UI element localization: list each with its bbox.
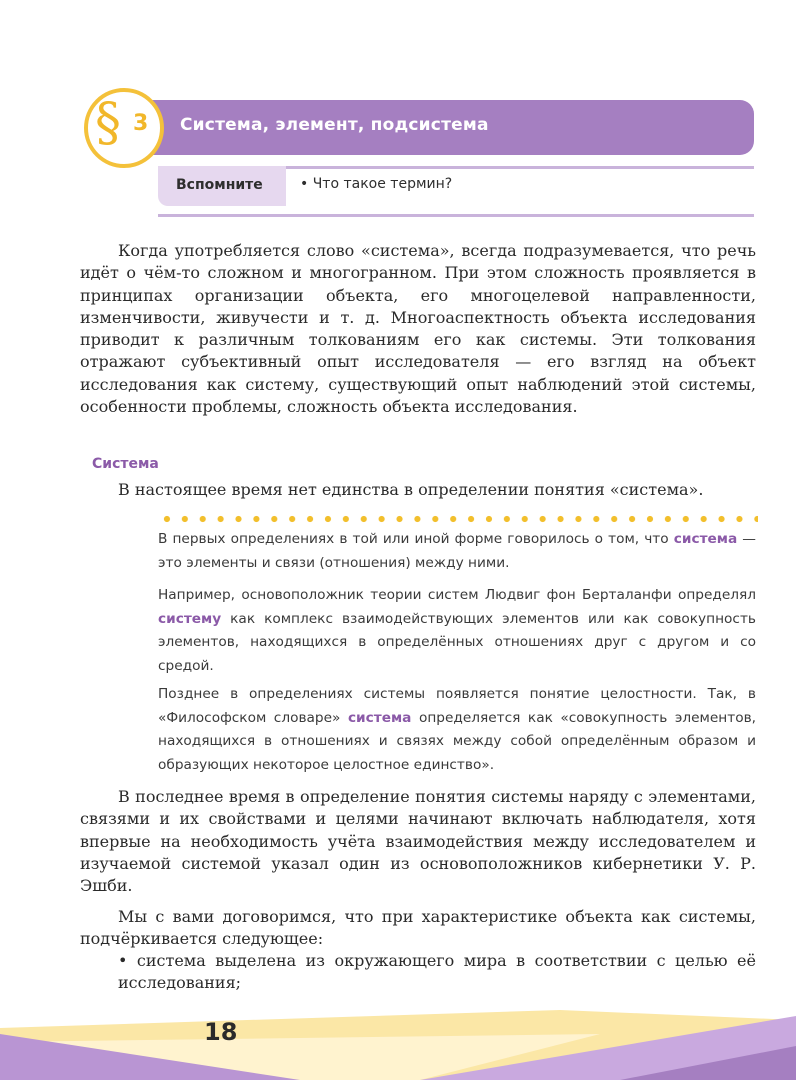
definition-2-text-after: как комплекс взаимодействующих элементов или как совокупность элементов, находящихся в определённых отношениях друг с другом и со средой. <box>158 610 756 674</box>
recall-divider-bottom <box>158 214 754 217</box>
section-title: Система, элемент, подсистема <box>180 115 489 135</box>
recall-question: • Что такое термин? <box>300 176 453 192</box>
definition-1 <box>158 528 756 575</box>
definition-3-text-before: Позднее в определениях системы появляется понятие целостности. Так, в «Философском словаре» <box>158 686 756 726</box>
section-sign-icon: § <box>95 93 121 153</box>
definition-2-text-before: Например, основоположник теории систем Людвиг фон Берталанфи определял <box>158 587 756 603</box>
subheading-paragraph: В настоящее время нет единства в определении понятия «система». <box>118 480 704 499</box>
footer-decoration <box>0 990 796 1080</box>
recall-divider-top <box>286 166 754 169</box>
bullet-item: • система выделена из окружающего мира в соответствии с целью её исследования; <box>118 951 756 993</box>
definition-2 <box>158 584 756 678</box>
page-number: 18 <box>204 1018 238 1046</box>
recall-label: Вспомните <box>176 177 263 193</box>
definition-1-term: система <box>673 531 738 547</box>
definition-1-text-after: — это элементы и связи (отношения) между ними. <box>158 531 756 571</box>
definition-3-text-after: определяется как «совокупность элементов, находящихся в отношениях и связях между собой определённым образом и образующих некоторое целостное единство». <box>158 709 756 773</box>
subheading-system: Система <box>92 456 159 472</box>
definition-2-term: систему <box>158 610 222 627</box>
section-number: 3 <box>133 111 149 136</box>
definition-1-text-before: В первых определениях в той или иной форме говорилось о том, что <box>158 531 674 547</box>
dotted-divider <box>158 514 758 524</box>
definition-3-term: система <box>347 709 412 726</box>
paragraph-agreement: Мы с вами договоримся, что при характеристике объекта как системы, подчёркивается следующее: <box>80 907 756 949</box>
paragraph-observer: В последнее время в определение понятия системы наряду с элементами, связями и их свойствами и целями начинают включать наблюдателя, хотя впервые на необходимость учёта взаимодействия между исследователем и изучаемой системой указал один из основоположников кибернетики У. Р. Эшби. <box>80 787 756 896</box>
intro-paragraph: Когда употребляется слово «система», всегда подразумевается, что речь идёт о чём-то сложном и многогранном. При этом сложность проявляется в принципах организации объекта, его многоцелевой направленности, изменчивости, живучести и т. д. Многоаспектность объекта исследования приводит к различным толкованиям его как системы. Эти толкования отражают субъективный опыт исследователя — его взгляд на объект исследования как систему, существующий опыт наблюдений этой системы, особенности проблемы, сложность объекта исследования. <box>80 241 756 417</box>
definition-3 <box>158 683 756 777</box>
